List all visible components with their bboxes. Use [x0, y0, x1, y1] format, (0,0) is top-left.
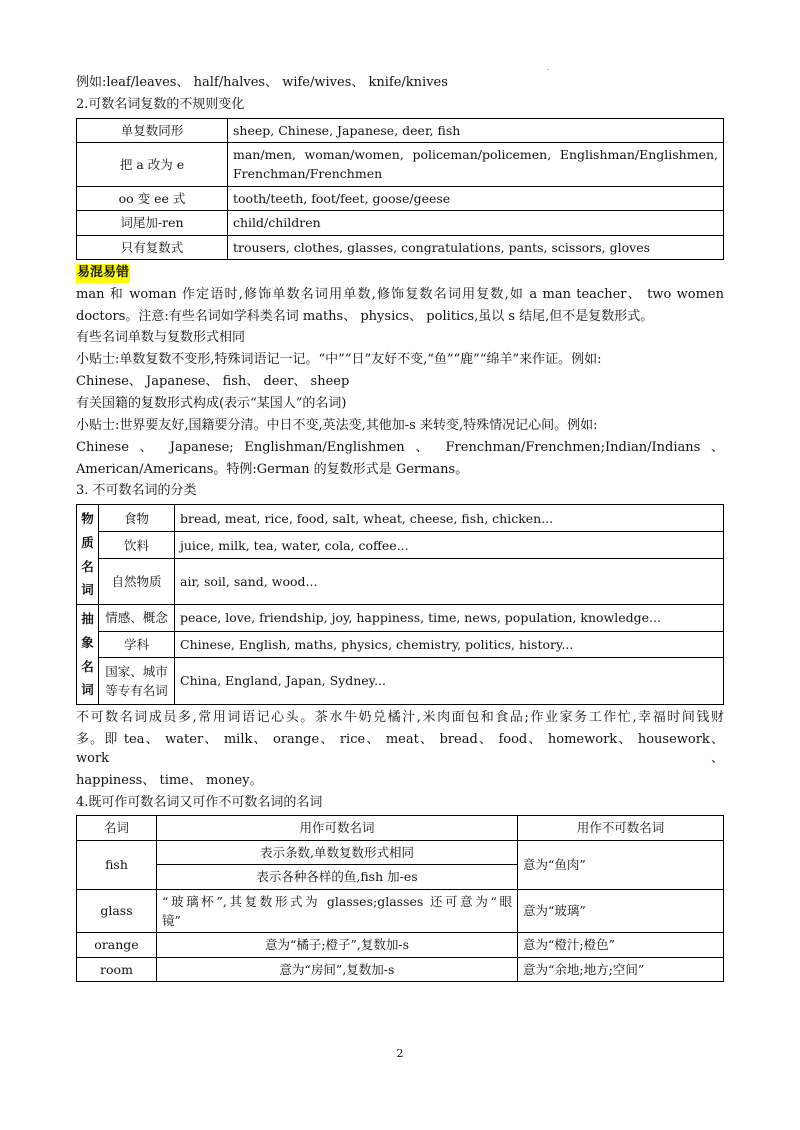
cell-line: 等专有名词 [105, 683, 168, 699]
table-cell [157, 889, 518, 933]
table-cell: fish [77, 840, 157, 889]
paragraph-line: 多。即 tea、 water、 milk、 orange、 rice、 meat、 bread、 food、 homework、 housework、 work、 [76, 732, 724, 766]
column-header: 名词 [77, 816, 157, 840]
table-row [77, 505, 724, 532]
table-cell: trousers, clothes, glasses, congratulations, pants, scissors, gloves [228, 235, 724, 259]
paragraph-line: man 和 woman 作定语时,修饰单数名词用单数,修饰复数名词用复数,如 a man teacher、 two women [76, 286, 724, 302]
table-row [77, 143, 724, 187]
table-cell: 意为“余地;地方;空间” [518, 957, 724, 981]
group-char: 物 [81, 511, 94, 527]
table-row [77, 186, 724, 210]
paragraph-line: 不可数名词成员多,常用词语记心头。茶水牛奶兑橘汁,米肉面包和食品;作业家务工作忙,幸福时间钱财 [76, 710, 724, 726]
table-cell: 意为“橙汁;橙色” [518, 933, 724, 957]
uncountable-category-table [76, 504, 724, 705]
example-line: Chinese、 Japanese、 fish、 deer、 sheep [76, 374, 350, 390]
table-row [77, 840, 724, 864]
column-header: 用作不可数名词 [518, 816, 724, 840]
table-cell: child/children [228, 211, 724, 235]
table-cell: 只有复数式 [77, 235, 228, 259]
table-cell: 意为“玻璃” [518, 889, 724, 933]
table-cell: 表示各种各样的鱼,fish 加-es [157, 865, 518, 889]
table-row [77, 559, 724, 605]
table-row [77, 118, 724, 142]
group-char: 名 [81, 658, 94, 674]
group-char: 质 [81, 534, 94, 550]
cell-line: 国家、城市 [105, 663, 168, 679]
table-cell: China, England, Japan, Sydney... [175, 657, 724, 704]
group-char: 抽 [81, 611, 94, 627]
table-cell: 意为“鱼肉” [518, 840, 724, 889]
table-cell: sheep, Chinese, Japanese, deer, fish [228, 118, 724, 142]
section-heading-3: 3. 不可数名词的分类 [76, 483, 197, 499]
table-cell: 意为“橘子;橙子”,复数加-s [157, 933, 518, 957]
column-header: 用作可数名词 [157, 816, 518, 840]
example-line: 例如:leaf/leaves、 half/halves、 wife/wives、 knife/knives [76, 75, 448, 90]
table-cell: air, soil, sand, wood... [175, 559, 724, 605]
table-cell: tooth/teeth, foot/feet, goose/geese [228, 186, 724, 210]
table-cell: juice, milk, tea, water, cola, coffee... [175, 532, 724, 559]
table-row [77, 933, 724, 957]
group-char: 词 [81, 682, 94, 698]
table-cell: 食物 [99, 505, 175, 532]
table-header-row [77, 816, 724, 840]
table-cell: 学科 [99, 631, 175, 657]
table-row [77, 957, 724, 981]
group-char: 词 [81, 582, 94, 598]
table-cell: Chinese, English, maths, physics, chemistry, politics, history... [175, 631, 724, 657]
table-cell [228, 143, 724, 187]
table-cell: 表示条数,单数复数形式相同 [157, 840, 518, 864]
tip-line: 小贴士:世界要友好,国籍要分清。中日不变,英法变,其他加-s 来转变,特殊情况记心间。例如: [76, 417, 598, 433]
table-row [77, 532, 724, 559]
group-label-abstract [77, 605, 99, 705]
cell-line: “玻璃杯”,其复数形式为 glasses;glasses 还可意为“眼 [162, 893, 512, 909]
example-line: Chinese 、 Japanese; Englishman/Englishmen 、 Frenchman/Frenchmen;Indian/Indians 、 [76, 439, 724, 455]
table-cell: oo 变 ee 式 [77, 186, 228, 210]
group-char: 名 [81, 558, 94, 574]
table-row [77, 211, 724, 235]
table-cell: 单复数同形 [77, 118, 228, 142]
group-label-material [77, 505, 99, 605]
table-row [77, 235, 724, 259]
table-cell [99, 657, 175, 704]
example-line: American/Americans。特例:German 的复数形式是 Germans。 [76, 461, 469, 477]
table-row [77, 605, 724, 631]
cell-line: man/men, woman/women, policeman/policemen, Englishman/Englishmen, [233, 147, 718, 163]
table-row [77, 889, 724, 933]
subheading: 有关国籍的复数形式构成(表示“某国人”的名词) [76, 396, 347, 411]
table-row [77, 657, 724, 704]
top-dot-mark: . [547, 63, 550, 72]
page-number: 2 [396, 1047, 404, 1060]
table-cell: orange [77, 933, 157, 957]
table-cell: 意为“房间”,复数加-s [157, 957, 518, 981]
table-cell: room [77, 957, 157, 981]
group-char: 象 [81, 634, 94, 650]
table-cell: 饮料 [99, 532, 175, 559]
table-cell: peace, love, friendship, joy, happiness, time, news, population, knowledge... [175, 605, 724, 631]
paragraph-line: happiness、 time、 money。 [76, 772, 263, 788]
table-cell: 词尾加-ren [77, 211, 228, 235]
cell-line: Frenchman/Frenchmen [233, 166, 383, 182]
subheading: 有些名词单数与复数形式相同 [76, 330, 246, 346]
table-cell: 自然物质 [99, 559, 175, 605]
irregular-plural-table [76, 118, 724, 260]
table-cell: bread, meat, rice, food, salt, wheat, cheese, fish, chicken... [175, 505, 724, 532]
tip-highlight-label: 易混易错 [76, 264, 130, 283]
section-heading-4: 4.既可作可数名词又可作不可数名词的名词 [76, 794, 323, 810]
table-cell: 把 a 改为 e [77, 143, 228, 187]
section-heading-2: 2.可数名词复数的不规则变化 [76, 96, 245, 112]
table-row [77, 631, 724, 657]
document-page [76, 72, 724, 986]
tip-line: 小贴士:单数复数不变形,特殊词语记一记。“中”“日”友好不变,“鱼”“鹿”“绵羊”来作证。例如: [76, 352, 602, 368]
dual-noun-table [76, 815, 724, 982]
paragraph-line: doctors。注意:有些名词如学科类名词 maths、 physics、 politics,虽以 s 结尾,但不是复数形式。 [76, 308, 654, 324]
cell-line: 镜” [162, 912, 181, 928]
table-cell: 情感、概念 [99, 605, 175, 631]
table-cell: glass [77, 889, 157, 933]
